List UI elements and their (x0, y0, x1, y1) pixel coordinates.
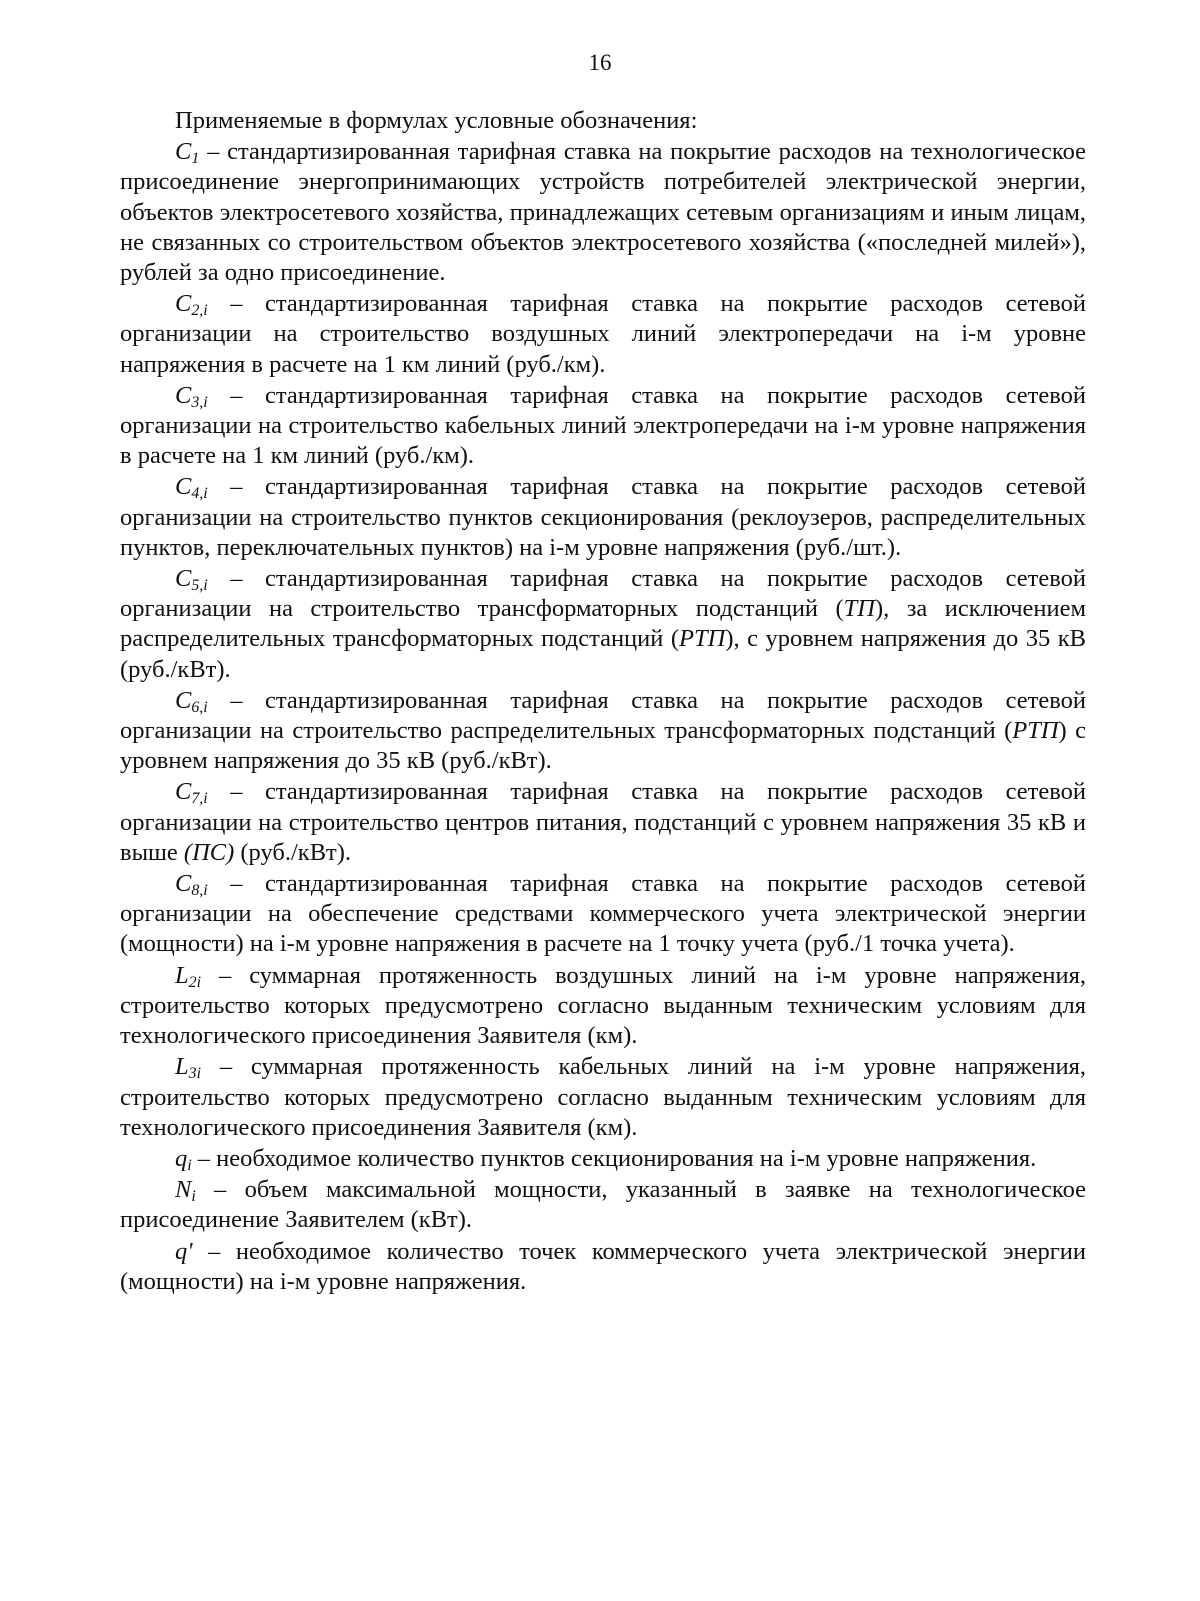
symbol-subscript: i (187, 1156, 192, 1174)
definition-text: необходимое количество точек коммерческого учета электрической энергии (мощности) на i-м уровне напряжения. (120, 1237, 1087, 1295)
definition-item (120, 1175, 1086, 1235)
symbol-base: C (175, 290, 192, 318)
definition-text: ), с уровнем напряжения до 35 кВ (руб./кВт). (120, 625, 1086, 683)
definition-item (120, 1052, 1086, 1143)
definition-text: суммарная протяженность воздушных линий на i-м уровне напряжения, строительство которых предусмотрено согласно выданным техническим условиям для технологического присоединения Заявителя (км). (120, 961, 1087, 1050)
symbol-base: q (175, 1144, 188, 1172)
symbol-base: C (175, 381, 192, 409)
definition-dash: – (207, 686, 266, 714)
definition-text: стандартизированная тарифная ставка на покрытие расходов сетевой организации на строительство трансформаторных подстанций ( (120, 565, 1086, 623)
definition-item (120, 381, 1086, 472)
definition-dash: – (199, 138, 228, 166)
definition-symbol (175, 1053, 202, 1083)
page-number: 16 (588, 50, 612, 75)
symbol-base: L (175, 961, 189, 989)
definition-text: стандартизированная тарифная ставка на покрытие расходов сетевой организации на строительство кабельных линий электропередачи на i-м уровне напряжения в расчете на 1 км линий (руб./км). (120, 381, 1086, 470)
symbol-base: C (175, 565, 192, 593)
definition-text: стандартизированная тарифная ставка на покрытие расходов сетевой организации на строительство распределительных трансформаторных подстанций ( (120, 686, 1086, 745)
definition-dash: – (195, 1176, 245, 1204)
abbreviation-text: РТП (1012, 717, 1059, 745)
document-body (120, 106, 1086, 1298)
definition-dash: – (207, 290, 266, 318)
definition-item (120, 961, 1086, 1052)
definition-text: стандартизированная тарифная ставка на покрытие расходов сетевой организации на строительство пунктов секционирования (реклоузеров, распределительных пунктов, переключательных пунктов) на i-м уровне напряжения (руб./шт.). (120, 473, 1086, 561)
definition-item (120, 137, 1086, 288)
definition-symbol (175, 382, 208, 409)
symbol-subscript: 1 (191, 150, 200, 168)
definition-symbol (175, 870, 208, 900)
definition-text: (руб./кВт). (234, 838, 352, 866)
definition-text: ), за исключением распределительных трансформаторных подстанций ( (120, 595, 1086, 653)
definition-dash: – (207, 778, 266, 806)
definition-symbol (175, 1145, 192, 1172)
definition-symbol (175, 1238, 193, 1265)
symbol-subscript: i (191, 1188, 196, 1206)
symbol-base: C (175, 138, 192, 166)
symbol-base: q' (175, 1237, 193, 1265)
definition-text: стандартизированная тарифная ставка на покрытие расходов сетевой организации на обеспечение средствами коммерческого учета электрической энергии (мощности) на i-м уровне напряжения в расчете на 1 точку учета (руб./1 точка учета). (120, 870, 1086, 958)
symbol-subscript: 2,i (191, 302, 208, 320)
definition-symbol (175, 290, 208, 320)
definition-dash: – (201, 1053, 251, 1081)
abbreviation-text: (ПС) (183, 838, 235, 866)
definition-symbol (175, 962, 201, 989)
abbreviation-text: РТП (679, 625, 726, 653)
symbol-subscript: 7,i (191, 790, 208, 808)
definitions-list (120, 137, 1086, 1297)
definition-item (120, 686, 1086, 777)
definition-dash: – (207, 870, 266, 898)
symbol-base: C (175, 473, 192, 501)
symbol-subscript: 3,i (191, 393, 208, 411)
definition-item (120, 1237, 1086, 1297)
definition-item (120, 564, 1086, 685)
definition-text: стандартизированная тарифная ставка на покрытие расходов сетевой организации на строительство центров питания, подстанций с уровнем напряжения 35 кВ и выше (120, 778, 1086, 866)
definition-symbol (175, 565, 208, 595)
symbol-subscript: 8,i (191, 882, 208, 900)
symbol-base: C (175, 686, 192, 714)
symbol-base: L (175, 1053, 189, 1081)
definition-item (120, 777, 1086, 868)
definition-item (120, 289, 1086, 380)
definition-symbol (175, 687, 208, 714)
symbol-subscript: 5,i (191, 577, 208, 595)
definition-symbol (175, 473, 208, 503)
definition-dash: – (201, 961, 250, 989)
intro-line: Применяемые в формулах условные обозначения: (175, 107, 698, 134)
definition-text: стандартизированная тарифная ставка на покрытие расходов сетевой организации на строительство воздушных линий электропередачи на i-м уровне напряжения в расчете на 1 км линий (руб./км). (120, 290, 1086, 378)
definition-text: объем максимальной мощности, указанный в заявке на технологическое присоединение Заявителем (кВт). (120, 1176, 1086, 1234)
definition-dash: – (207, 381, 266, 409)
definition-item (120, 869, 1086, 960)
definition-text: суммарная протяженность кабельных линий на i-м уровне напряжения, строительство которых предусмотрено согласно выданным техническим условиям для технологического присоединения Заявителя (км). (120, 1053, 1086, 1141)
definition-dash: – (207, 565, 266, 593)
definition-item (120, 1144, 1086, 1174)
abbreviation-text: ТП (843, 595, 875, 623)
definition-dash: – (192, 1237, 236, 1265)
symbol-base: N (175, 1176, 192, 1204)
symbol-base: C (175, 870, 192, 898)
definition-text: ) с уровнем напряжения до 35 кВ (руб./кВт). (120, 717, 1086, 775)
definition-symbol (175, 1176, 196, 1206)
definition-symbol (175, 138, 200, 168)
definition-symbol (175, 778, 208, 808)
symbol-subscript: 2i (188, 973, 202, 991)
symbol-subscript: 3i (188, 1065, 202, 1083)
symbol-subscript: 6,i (191, 698, 208, 716)
symbol-base: C (175, 778, 192, 806)
definition-text: стандартизированная тарифная ставка на покрытие расходов на технологическое присоединение энергопринимающих устройств потребителей электрической энергии, объектов электросетевого хозяйства, принадлежащих сетевым организациям и иным лицам, не связанных со строительством объектов электросетевого хозяйства («последней милей»), рублей за одно присоединение. (120, 138, 1087, 287)
symbol-subscript: 4,i (191, 485, 208, 503)
definition-dash: – (191, 1144, 217, 1172)
definition-text: необходимое количество пунктов секционирования на i-м уровне напряжения. (216, 1144, 1037, 1172)
definition-dash: – (207, 473, 266, 501)
definition-item (120, 472, 1086, 563)
